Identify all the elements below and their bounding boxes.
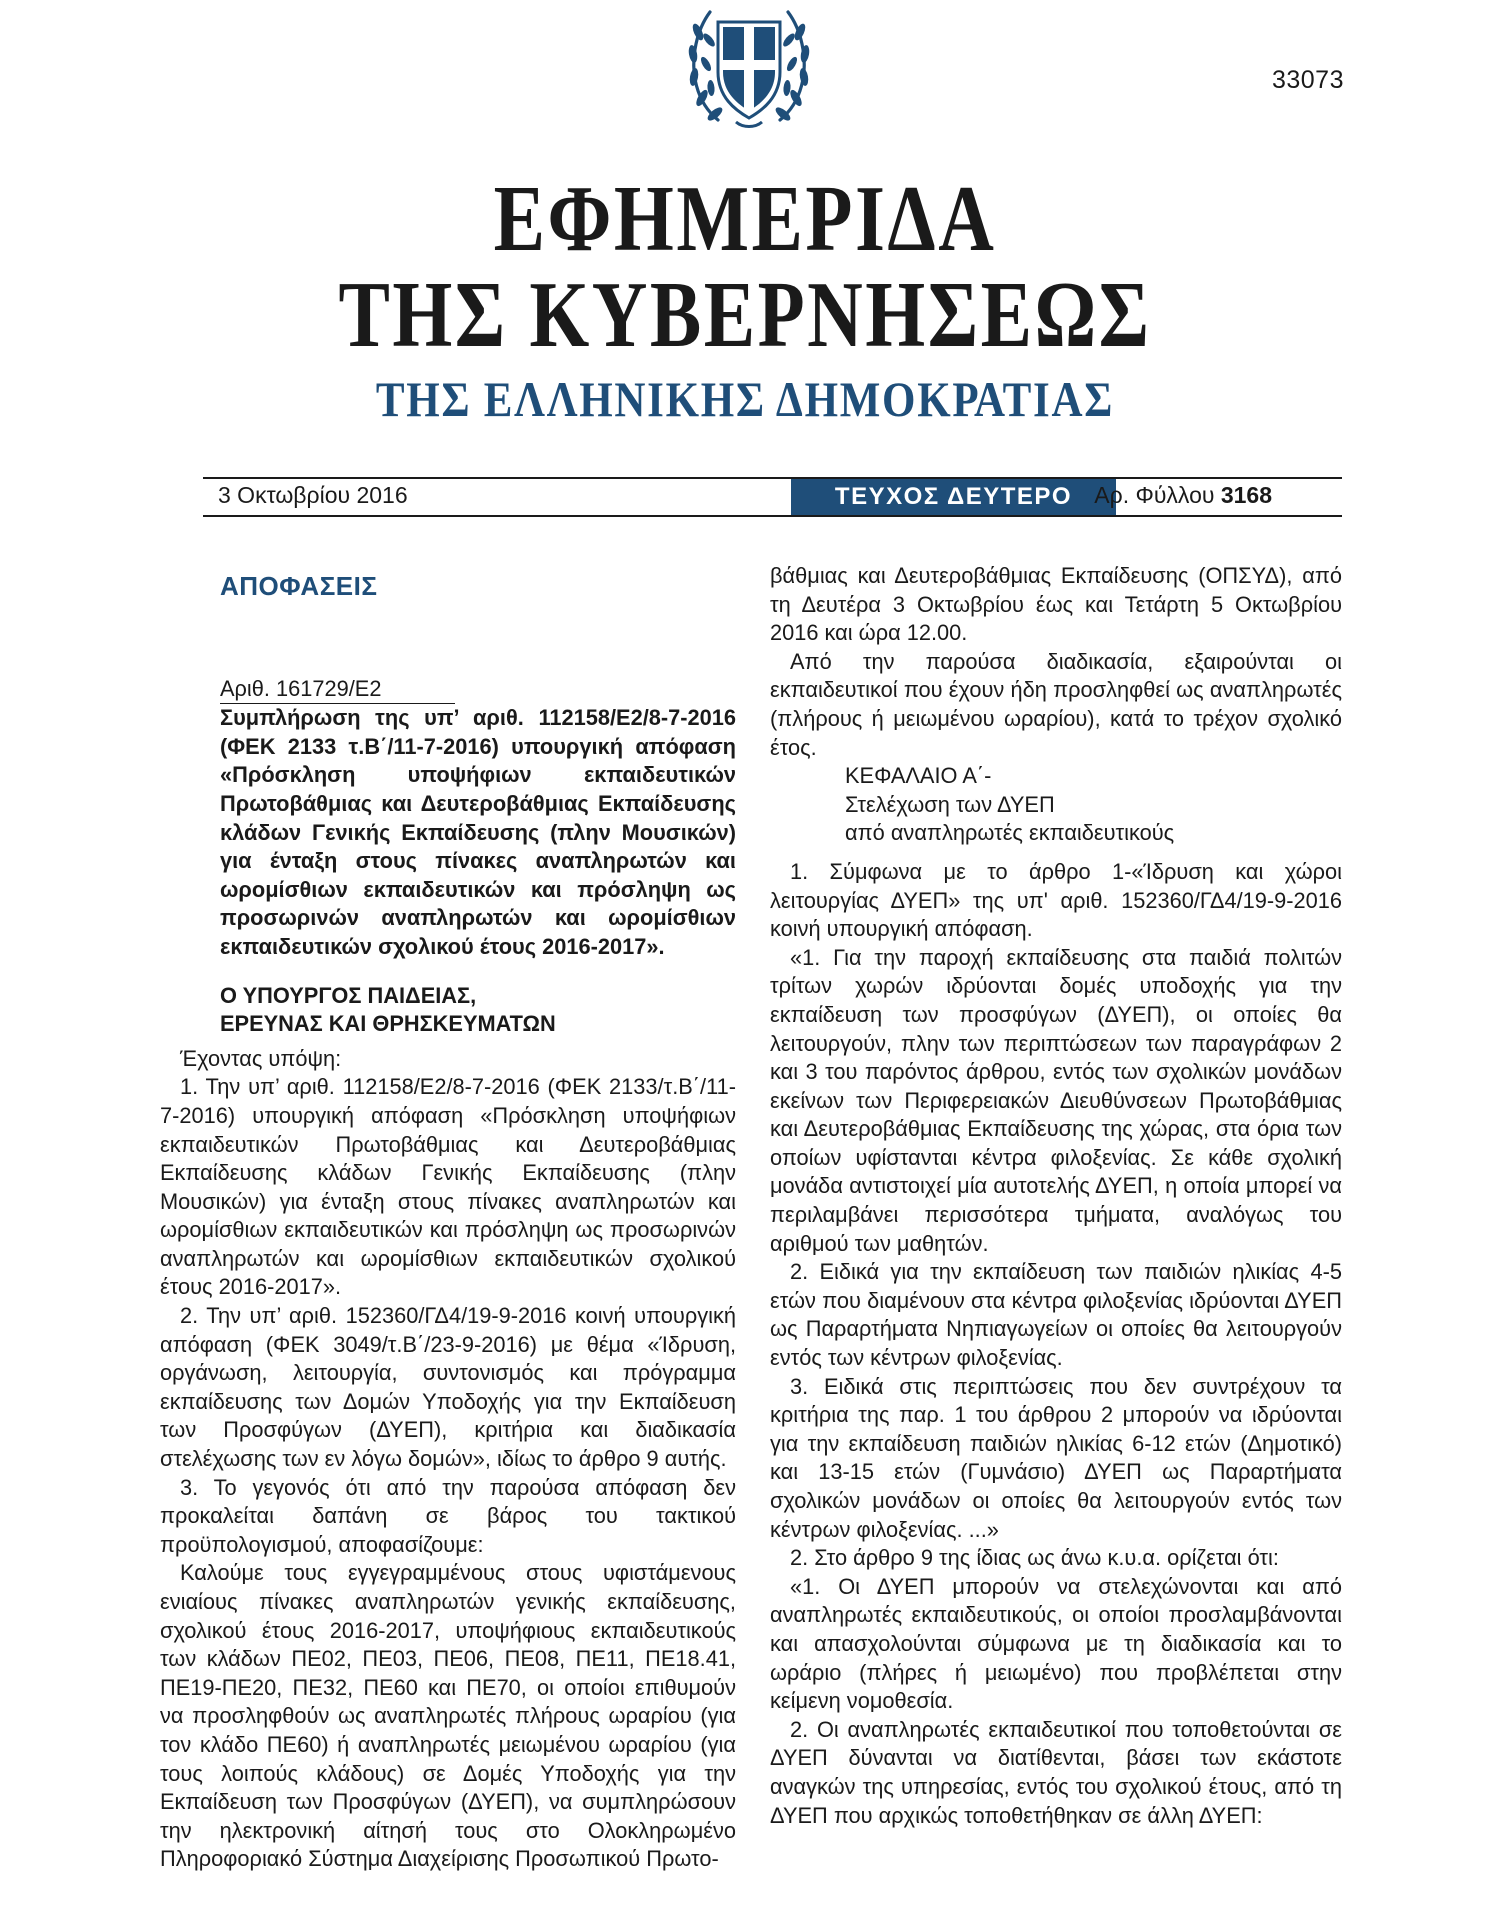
masthead-subtitle: ΤΗΣ ΕΛΛΗΝΙΚΗΣ ΔΗΜΟΚΡΑΤΙΑΣ xyxy=(375,371,1115,427)
decision-number: Αριθ. 161729/Ε2 xyxy=(220,675,455,705)
right-paragraph-5: 2. Ειδικά για την εκπαίδευση των παιδιών ηλικίας 4-5 ετών που διαμένουν στα κέντρα φιλοξενίας ιδρύονται ΔΥΕΠ ως Παραρτήματα Νηπιαγωγείων οι οποίες θα λειτουργούν εντός των κέντρων φιλοξενίας. xyxy=(770,1259,1342,1371)
greek-coat-of-arms-icon xyxy=(688,2,810,132)
right-column xyxy=(770,562,1342,1830)
left-paragraph-3: 3. Το γεγονός ότι από την παρούσα απόφαση δεν προκαλείται δαπάνη σε βάρος του τακτικού προϋπολογισμού, αποφασίζουμε: xyxy=(160,1474,736,1557)
sheet-label: Αρ. Φύλλου xyxy=(1094,482,1215,508)
chapter-heading-line2: Στελέχωση των ΔΥΕΠ xyxy=(845,791,1055,817)
issue-sheet-number xyxy=(1094,482,1272,509)
right-paragraph-7: 2. Στο άρθρο 9 της ίδιας ως άνω κ.υ.α. ορίζεται ότι: xyxy=(790,1545,1279,1571)
right-paragraph-6: 3. Ειδικά στις περιπτώσεις που δεν συντρέχουν τα κριτήρια της παρ. 1 του άρθρου 2 μπορούν να ιδρύονται για την εκπαίδευση παιδιών ηλικίας 6-12 ετών (Δημοτικό) και 13-15 ετών (Γυμνάσιο) ΔΥΕΠ ως Παραρτήματα σχολικών μονάδων οι οποίες θα λειτουργούν εντός των κέντρων φιλοξενίας. ...» xyxy=(770,1373,1342,1542)
minister-line2: ΕΡΕΥΝΑΣ ΚΑΙ ΘΡΗΣΚΕΥΜΑΤΩΝ xyxy=(220,1011,556,1037)
masthead-title-line1: ΕΦΗΜΕΡΙΔΑ xyxy=(493,167,997,271)
page-number: 33073 xyxy=(1271,66,1344,94)
right-paragraph-3: 1. Σύμφωνα με το άρθρο 1-«Ίδρυση και χώροι λειτουργίας ΔΥΕΠ» της υπ' αριθ. 152360/ΓΔ4/19-9-2016 κοινή υπουργική απόφαση. xyxy=(770,858,1342,942)
masthead-title-line2: ΤΗΣ ΚΥΒΕΡΝΗΣΕΩΣ xyxy=(338,263,1152,367)
right-paragraph-8: «1. Οι ΔΥΕΠ μπορούν να στελεχώνονται και από αναπληρωτές εκπαιδευτικούς, οι οποίοι προσλαμβάνονται και απασχολούνται σύμφωνα με τη διαδικασία και το ωράριο (πλήρες ή μειωμένο) που προβλέπεται στην κείμενη νομοθεσία. xyxy=(770,1573,1342,1714)
right-paragraph-9: 2. Οι αναπληρωτές εκπαιδευτικοί που τοποθετούνται σε ΔΥΕΠ δύνανται να διατίθενται, βάσει των εκάστοτε αναγκών της υπηρεσίας, εντός του σχολικού έτους, από τη ΔΥΕΠ που αρχικώς τοποθετήθηκαν σε άλλη ΔΥΕΠ: xyxy=(770,1716,1342,1828)
issue-date: 3 Οκτωβρίου 2016 xyxy=(218,482,408,508)
right-paragraph-1: βάθμιας και Δευτεροβάθμιας Εκπαίδευσης (ΟΠΣΥΔ), από τη Δευτέρα 3 Οκτωβρίου έως και Τετάρτη 5 Οκτωβρίου 2016 και ώρα 12.00. xyxy=(770,563,1342,646)
decision-title: Συμπλήρωση της υπ’ αριθ. 112158/Ε2/8-7-2016 (ΦΕΚ 2133 τ.Β΄/11-7-2016) υπουργική απόφαση «Πρόσκληση υποψήφιων εκπαιδευτικών Πρωτοβάθμιας και Δευτεροβάθμιας Εκπαίδευσης κλάδων Γενικής Εκπαίδευσης (πλην Μουσικών) για ένταξη στους πίνακες αναπληρωτών και ωρομίσθιων εκπαιδευτικών και πρόσληψη ως προσωρινών αναπληρωτών και ωρομίσθιων εκπαιδευτικών σχολικού έτους 2016-2017». xyxy=(220,705,736,959)
issue-series: ΤΕΥΧΟΣ ΔΕΥΤΕΡΟ xyxy=(791,479,1116,515)
left-column xyxy=(160,560,736,1874)
left-paragraph-4: Καλούμε τους εγγεγραμμένους στους υφιστάμενους ενιαίους πίνακες αναπληρωτών γενικής εκπαίδευσης, σχολικού έτους 2016-2017, υποψήφιους εκπαιδευτικούς των κλάδων ΠΕ02, ΠΕ03, ΠΕ06, ΠΕ08, ΠΕ11, ΠΕ18.41, ΠΕ19-ΠΕ20, ΠΕ32, ΠΕ60 και ΠΕ70, οι οποίοι επιθυμούν να προσληφθούν ως αναπληρωτές πλήρους ωραρίου (για τον κλάδο ΠΕ60) ή αναπληρωτές μειωμένου ωραρίου (για τους λοιπούς κλάδους) σε Δομές Υποδοχής για την Εκπαίδευση των Προσφύγων (ΔΥΕΠ), να συμπληρώσουν την ηλεκτρονική αίτησή τους στο Ολοκληρωμένο Πληροφοριακό Σύστημα Διαχείρισης Προσωπικού Πρωτο- xyxy=(160,1560,736,1872)
issue-bar xyxy=(203,477,1342,517)
left-paragraph-2: 2. Την υπ’ αριθ. 152360/ΓΔ4/19-9-2016 κοινή υπουργική απόφαση (ΦΕΚ 3049/τ.Β΄/23-9-2016) με θέμα «Ίδρυση, οργάνωση, λειτουργία, συντονισμός και πρόγραμμα εκπαίδευσης των Δομών Υποδοχής για την Εκπαίδευση των Προσφύγων (ΔΥΕΠ), κριτήρια και διαδικασία στελέχωσης των εν λόγω δομών», ιδίως το άρθρο 9 αυτής. xyxy=(160,1303,736,1472)
section-title: ΑΠΟΦΑΣΕΙΣ xyxy=(220,571,378,601)
left-paragraph-1: 1. Την υπ’ αριθ. 112158/Ε2/8-7-2016 (ΦΕΚ 2133/τ.Β΄/11-7-2016) υπουργική απόφαση «Πρόσκληση υποψήφιων εκπαιδευτικών Πρωτοβάθμιας και Δευτεροβάθμιας Εκπαίδευσης κλάδων Γενικής Εκπαίδευσης (πλην Μουσικών) για ένταξη στους πίνακες αναπληρωτών και ωρομίσθιων εκπαιδευτικών και πρόσληψη ως προσωρινών αναπληρωτών και ωρομίσθιων εκπαιδευτικών σχολικού έτους 2016-2017». xyxy=(160,1074,736,1300)
having-in-view: Έχοντας υπόψη: xyxy=(180,1045,342,1071)
minister-line1: Ο ΥΠΟΥΡΓΟΣ ΠΑΙΔΕΙΑΣ, xyxy=(220,982,477,1008)
right-paragraph-2: Από την παρούσα διαδικασία, εξαιρούνται οι εκπαιδευτικοί που έχουν ήδη προσληφθεί ως αναπληρωτές (πλήρους ή μειωμένου ωραρίου), κατά το τρέχον σχολικό έτος. xyxy=(770,648,1342,760)
right-paragraph-4: «1. Για την παροχή εκπαίδευσης στα παιδιά πολιτών τρίτων χωρών ιδρύονται δομές υποδοχής για την εκπαίδευση των προσφύγων (ΔΥΕΠ), οι οποίες θα λειτουργούν, πλην των περιπτώσεων των παραγράφων 2 και 3 του παρόντος άρθρου, εντός των σχολικών μονάδων εκείνων των Περιφερειακών Διευθύνσεων Πρωτοβάθμιας και Δευτεροβάθμιας Εκπαίδευσης της χώρας, στα όρια των οποίων υφίστανται κέντρα φιλοξενίας. Σε κάθε σχολική μονάδα αντιστοιχεί μία αυτοτελής ΔΥΕΠ, η οποία μπορεί να περιλαμβάνει περισσότερα τμήματα, αναλόγως του αριθμού των μαθητών. xyxy=(770,944,1342,1256)
sheet-number: 3168 xyxy=(1220,482,1272,508)
chapter-heading-line3: από αναπληρωτές εκπαιδευτικούς xyxy=(845,820,1175,846)
chapter-heading-line1: ΚΕΦΑΛΑΙΟ Α΄- xyxy=(845,763,992,789)
